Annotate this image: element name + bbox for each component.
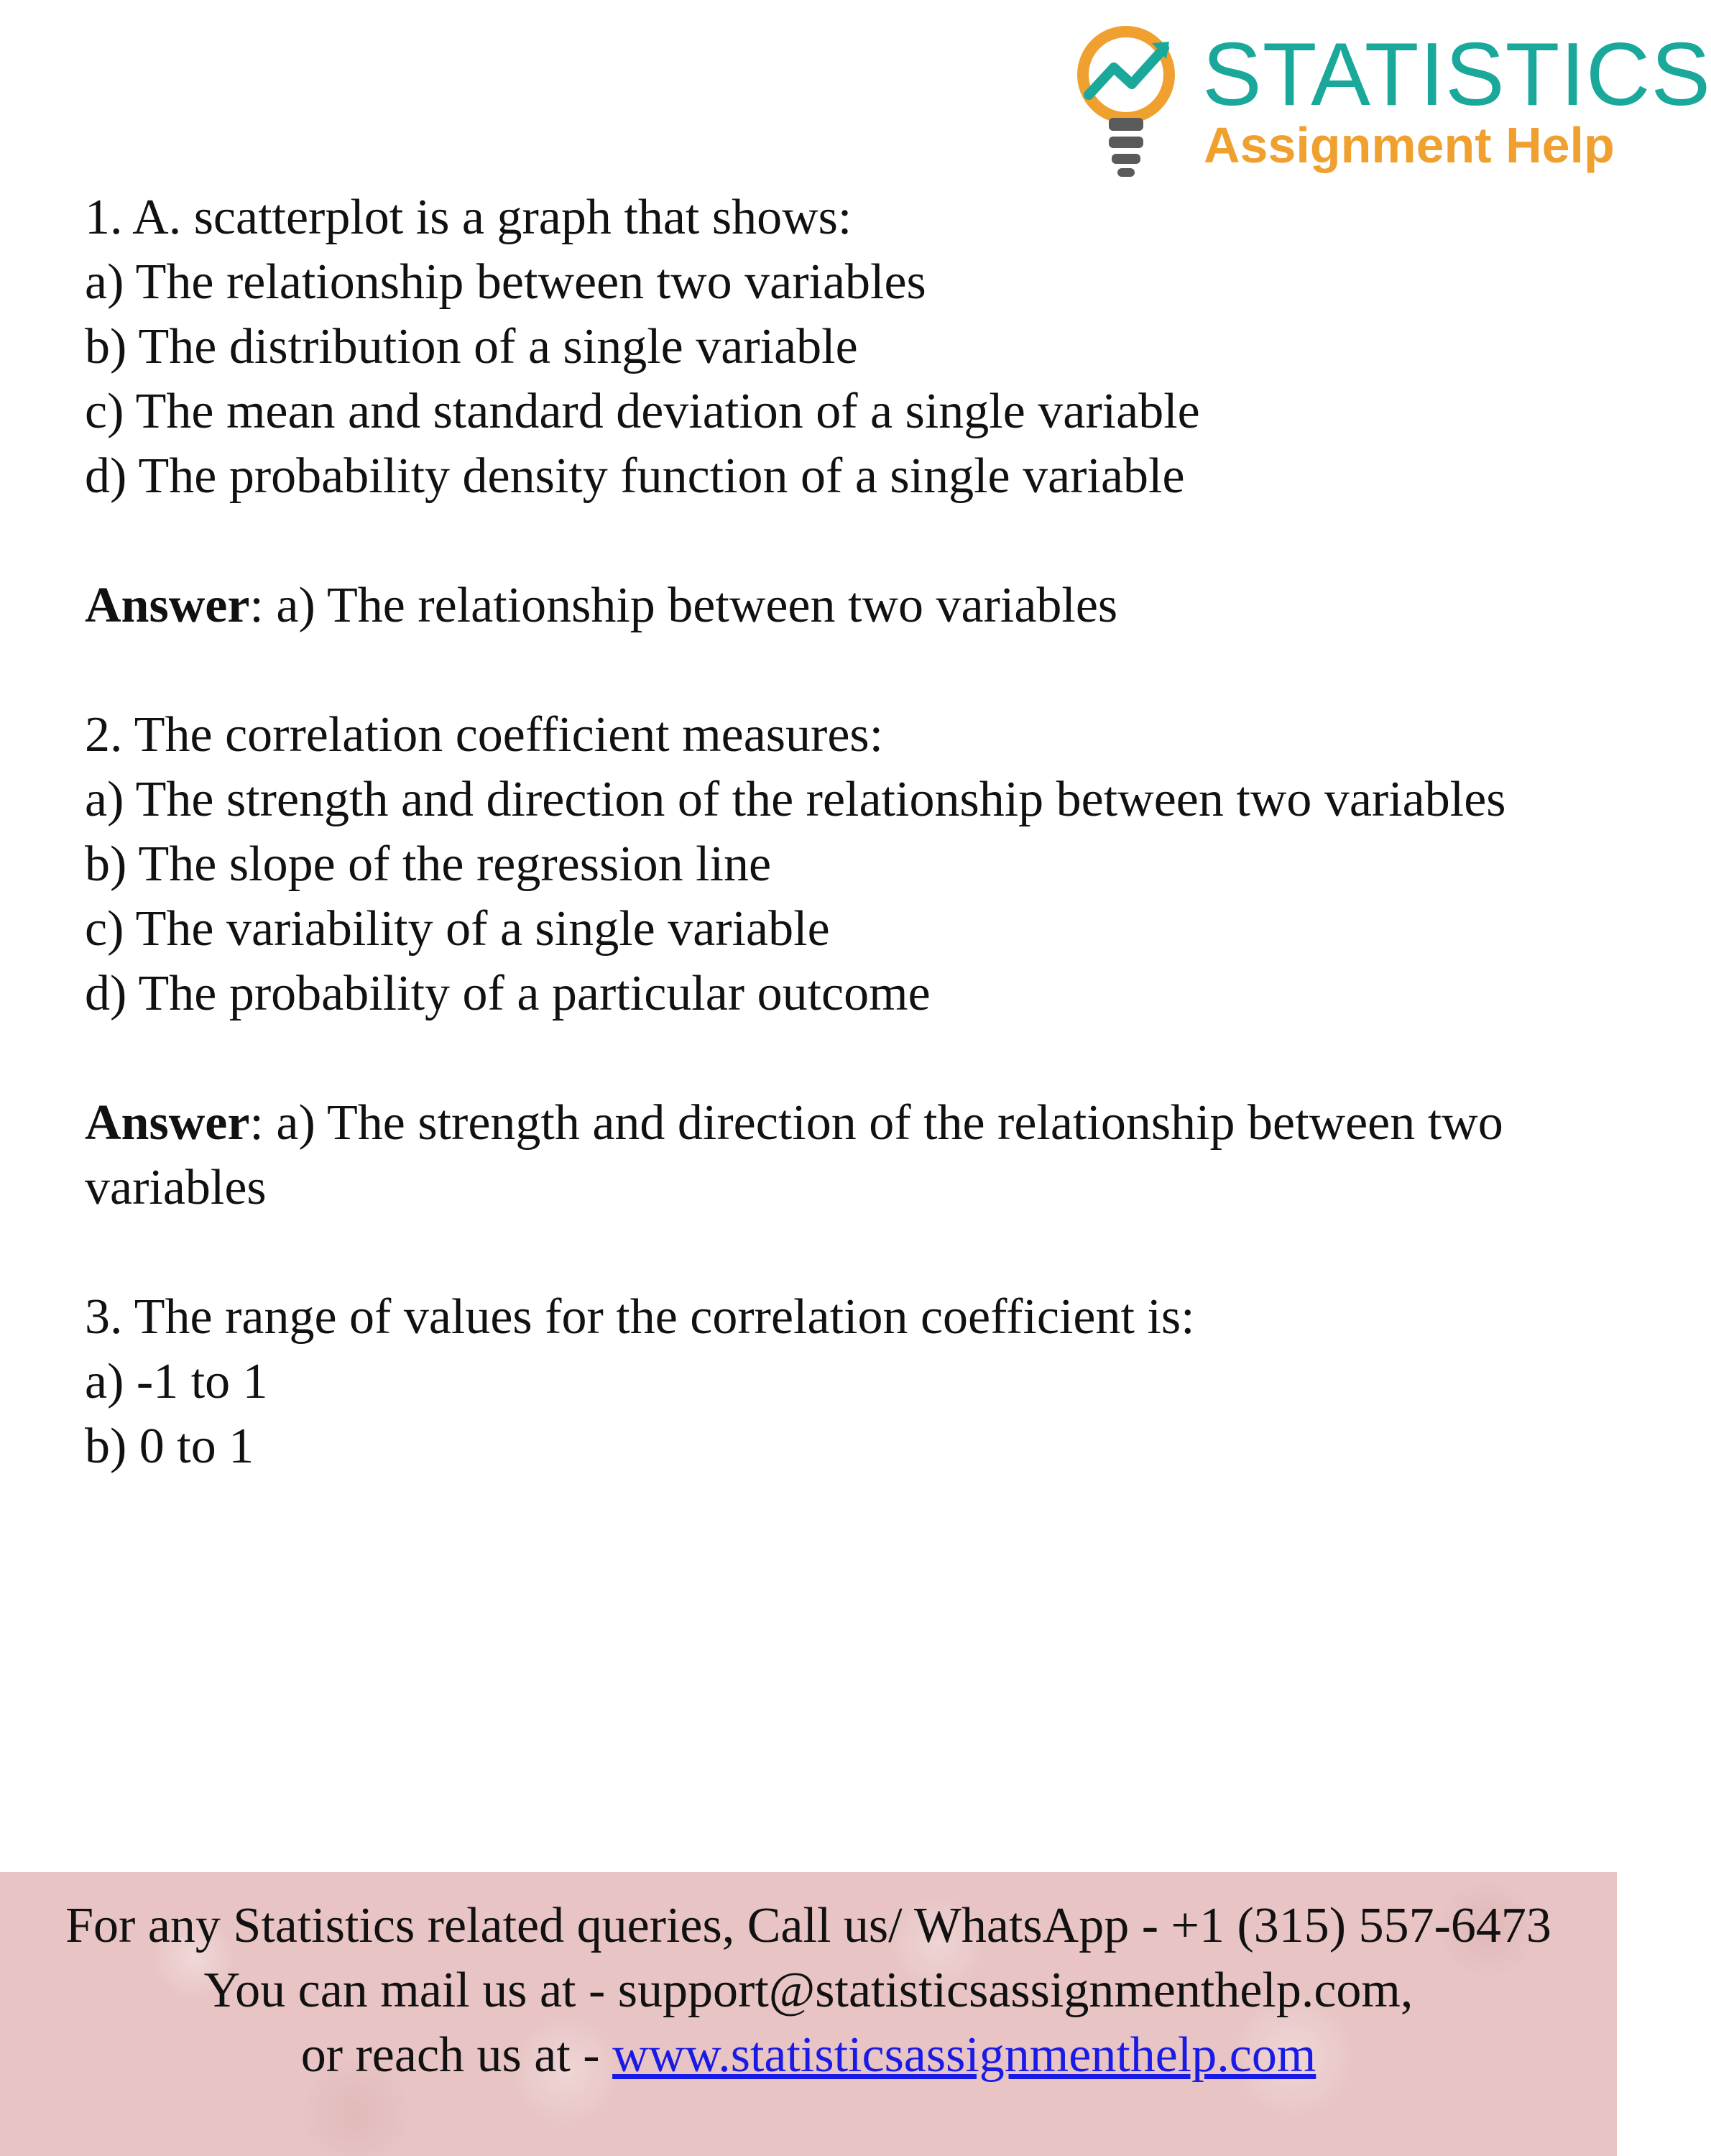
option-text: a) The strength and direction of the relationship between two variables: [85, 772, 1506, 827]
spacer: [85, 638, 1544, 703]
option-text: c) The mean and standard deviation of a single variable: [85, 384, 1200, 439]
question-text: 3. The range of values for the correlation coefficient is:: [85, 1289, 1195, 1345]
answer-text: : a) The relationship between two variables: [249, 578, 1118, 633]
footer-text-block: [36, 1894, 1581, 2088]
option-text: d) The probability density function of a single variable: [85, 448, 1185, 504]
answer-label: Answer: [85, 578, 250, 633]
option-text: a) The relationship between two variables: [85, 254, 926, 310]
option-text: d) The probability of a particular outcome: [85, 966, 931, 1021]
question-text: 2. The correlation coefficient measures:: [85, 707, 884, 763]
spacer: [85, 509, 1544, 573]
brand-title: STATISTICS: [1202, 25, 1711, 124]
answer-text: : a) The strength and direction of the relationship between two variables: [85, 1095, 1503, 1215]
option-text: b) The distribution of a single variable: [85, 319, 858, 374]
option-text: b) 0 to 1: [85, 1419, 254, 1474]
footer-call-text: For any Statistics related queries, Call us/ WhatsApp - +1 (315) 557-6473: [65, 1898, 1551, 1953]
answer-line: [85, 1091, 1544, 1220]
brand-subtitle: Assignment Help: [1204, 117, 1615, 173]
quiz-content: [85, 185, 1544, 1479]
website-link[interactable]: www.statisticsassignmenthelp.com: [612, 2027, 1316, 2083]
question-block-2: [85, 703, 1544, 1285]
option-text: c) The variability of a single variable: [85, 901, 830, 957]
footer-reach-line: [36, 2023, 1581, 2088]
contact-footer: [0, 1872, 1617, 2156]
spacer: [85, 1220, 1544, 1285]
question-block-1: [85, 185, 1544, 703]
question-block-3: [85, 1285, 1544, 1479]
question-text: 1. A. scatterplot is a graph that shows:: [85, 190, 852, 245]
brand-logo: [1074, 16, 1711, 188]
option-text: b) The slope of the regression line: [85, 837, 772, 892]
answer-line: [85, 573, 1544, 638]
lightbulb-chart-icon: [1074, 16, 1182, 188]
footer-mail-text: You can mail us at - support@statisticsassignmenthelp.com,: [203, 1963, 1413, 2018]
option-text: a) -1 to 1: [85, 1354, 268, 1409]
footer-reach-prefix: or reach us at -: [300, 2027, 613, 2083]
answer-label: Answer: [85, 1095, 250, 1151]
spacer: [85, 1026, 1544, 1091]
